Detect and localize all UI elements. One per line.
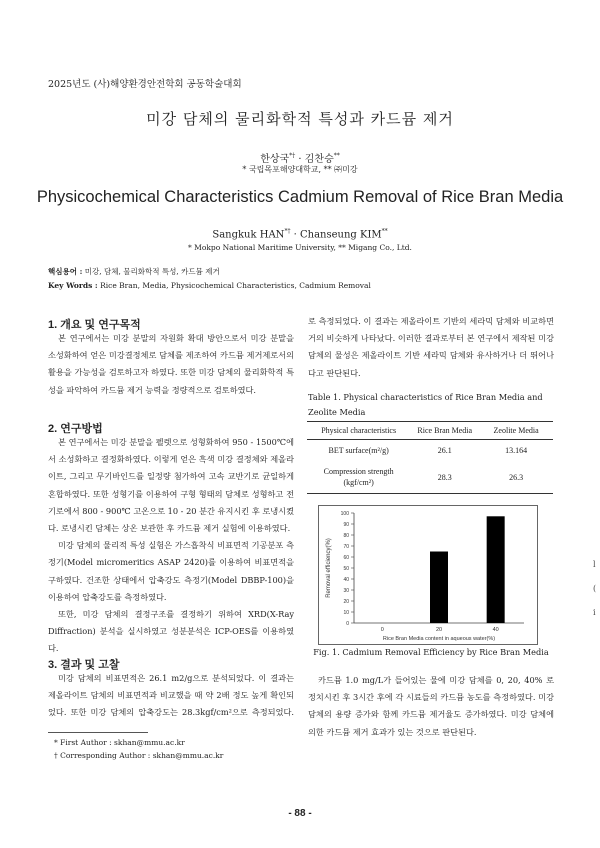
y-tick-label: 70 (343, 544, 349, 550)
footnote-first-author: * First Author : skhan@mmu.ac.kr (54, 738, 185, 747)
y-axis-label: Removal efficiency(%) (326, 538, 332, 598)
affiliation-korean: * 국립목포해양대학교, ** ㈜미강 (242, 165, 358, 174)
y-tick-label: 80 (343, 533, 349, 539)
paragraph: 카드뮴 1.0 mg/L가 들어있는 물에 미강 담체를 0, 20, 40% 로 정치시킨 후 3시간 후에 각 시료들의 카드뮴 농도를 측정하였다. 미강 담체의 용량 증가와 함께 카드뮴 제거율도 증가하였다. 미강 담체에 의한 카드뮴 제거 효과가 있는 것으로 판단된다. (308, 675, 554, 737)
y-tick-label: 20 (343, 599, 349, 605)
paragraph: 또한, 미강 담체의 결정구조를 결정하기 위하여 XRD(X-Ray Diffraction) 분석을 실시하였고 성분분석은 ICP-OES를 이용하였다. (48, 609, 294, 654)
edge-mark: i (593, 608, 596, 617)
keywords-korean (48, 266, 220, 277)
y-tick-label: 30 (343, 588, 349, 594)
paragraph-continued: 로 측정되었다. 이 결과는 제올라이트 기반의 세라믹 담체와 비교하면 거의 비슷하게 나타났다. 이러한 결과로부터 본 연구에서 제작된 미강 담체의 물성은 제올라이트 기반 세라믹 담체와 유사하거나 더 뛰어나다고 판단된다. (308, 316, 554, 378)
y-tick-label: 0 (346, 621, 349, 627)
footnote-corresponding-author: † Corresponding Author : skhan@mmu.ac.kr (54, 751, 224, 760)
section-3-results-body (308, 672, 554, 741)
y-tick-label: 40 (343, 577, 349, 583)
section-2-body (48, 434, 294, 658)
section-3-body (48, 670, 294, 722)
x-tick-label: 40 (492, 627, 499, 633)
table-cell: 26.3 (479, 461, 553, 494)
x-axis-label: Rice Bran Media content in aqueous water(%) (382, 636, 496, 642)
edge-mark: l (593, 560, 596, 569)
affiliation-english: * Mokpo National Maritime University, ** Migang Co., Ltd. (188, 243, 412, 252)
paragraph: 본 연구에서는 미강 분말을 펠렛으로 성형화하여 950 - 1500℃에서 소성화하고 결정화하였다. 이렇게 얻은 흑색 미강 결정체와 제올라이트, 그리고 무기바인드를 일정량 첨가하여 고속 교반기로 균일하게 혼합하였다. 또한 성형기를 이용하여 구형 형태의 담체로 성형하고 전기로에서 800 - 900℃ 고온으로 10 - 20 분간 유지시킨 후 로냉시켰다. 로냉시킨 담체는 상온 보관한 후 카드뮴 제거 실험에 이용하였다. (48, 437, 294, 534)
y-tick-label: 60 (343, 555, 349, 561)
page-number: - 88 - (288, 808, 312, 819)
authors-english (0, 228, 600, 240)
paragraph: 미강 담체의 비표면적은 26.1 m2/g으로 분석되었다. 이 결과는 제올라이트 담체의 비표면적과 비교했을 때 약 2배 정도 높게 확인되었다. 또한 미강 담체의 압축강도는 28.3kgf/cm²으로 측정되었다. (48, 673, 294, 718)
table-header-cell: Zeolite Media (479, 422, 553, 440)
author-mark: *† (289, 152, 296, 160)
x-tick-label: 20 (435, 627, 443, 633)
y-tick-label: 100 (340, 511, 349, 517)
section-3-title: 3. 결과 및 고찰 (48, 659, 120, 671)
keywords-english (48, 281, 371, 290)
edge-mark: ( (593, 584, 597, 593)
bar (487, 516, 505, 623)
keywords-text: 미강, 담체, 물리화학적 특성, 카드뮴 제거 (82, 267, 220, 276)
author-mark: *† (284, 228, 291, 235)
paragraph: 본 연구에서는 미강 분말의 자원화 확대 방안으로서 미강 분말을 소성화하여 얻은 미강결정체로 담체를 제조하여 카드뮴 제거제로서의 활용을 가능성을 검토하고자 하였다. 또한 미강 담체의 물리화학적 특성을 파악하여 카드뮴 제거 능력을 정량적으로 검토하였다. (48, 333, 294, 395)
keywords-label: 핵심용어 : (48, 267, 83, 276)
section-1-body (48, 330, 294, 399)
author-name: 한상국 (260, 154, 290, 165)
table-header-cell: Rice Bran Media (410, 422, 479, 440)
table-cell: BET surface(m²/g) (328, 446, 389, 455)
x-tick-label: 0 (380, 627, 384, 633)
y-tick-label: 50 (343, 566, 349, 572)
table-cell: Compression strength (kgf/cm²) (307, 461, 410, 494)
author-name: 김찬승 (304, 154, 334, 165)
author-mark: ** (381, 228, 388, 235)
physical-characteristics-table (307, 421, 553, 494)
y-tick-label: 10 (343, 610, 349, 616)
section-2-title: 2. 연구방법 (48, 423, 103, 435)
bar (430, 552, 448, 624)
footnote-rule (48, 732, 148, 733)
authors-korean (0, 150, 600, 165)
author-name: Sangkuk HAN (212, 229, 285, 241)
table-cell: 28.3 (410, 461, 479, 494)
removal-efficiency-chart (318, 505, 538, 645)
figure-caption: Fig. 1. Cadmium Removal Efficiency by Rice Bran Media (313, 647, 549, 657)
table-header-row (307, 422, 553, 440)
section-1-title: 1. 개요 및 연구목적 (48, 319, 141, 331)
table-cell: 13.164 (505, 446, 528, 455)
section-3-continuation (308, 313, 554, 382)
conference-header: 2025년도 (사)해양환경안전학회 공동학술대회 (48, 79, 242, 90)
author-separator: · (295, 154, 305, 165)
table-row (307, 461, 553, 494)
y-tick-label: 90 (343, 522, 349, 528)
table-cell: 26.1 (437, 446, 452, 455)
title-korean: 미강 담체의 물리화학적 특성과 카드뮴 제거 (146, 110, 454, 128)
author-mark: ** (333, 152, 340, 160)
table-row (307, 440, 553, 462)
paragraph: 미강 담체의 물리적 특성 실험은 가스흡착식 비표면적 기공분포 측정기(Model micromeritics ASAP 2420)를 이용하여 비표면적을 구하였다. 건조한 상태에서 압축강도 측정기(Model DBBP-100)을 이용하여 압축강도를 측정하였다. (48, 540, 294, 602)
author-separator: · (290, 229, 300, 241)
table-header-cell: Physical characteristics (307, 422, 410, 440)
table-caption: Table 1. Physical characteristics of Rice Bran Media and Zeolite Media (308, 392, 543, 417)
title-english: Physicochemical Characteristics Cadmium Removal of Rice Bran Media (36, 188, 564, 206)
author-name: Chanseung KIM (299, 229, 382, 241)
keywords-label: Key Words : (48, 281, 98, 290)
keywords-text: Rice Bran, Media, Physicochemical Characteristics, Cadmium Removal (97, 281, 371, 290)
